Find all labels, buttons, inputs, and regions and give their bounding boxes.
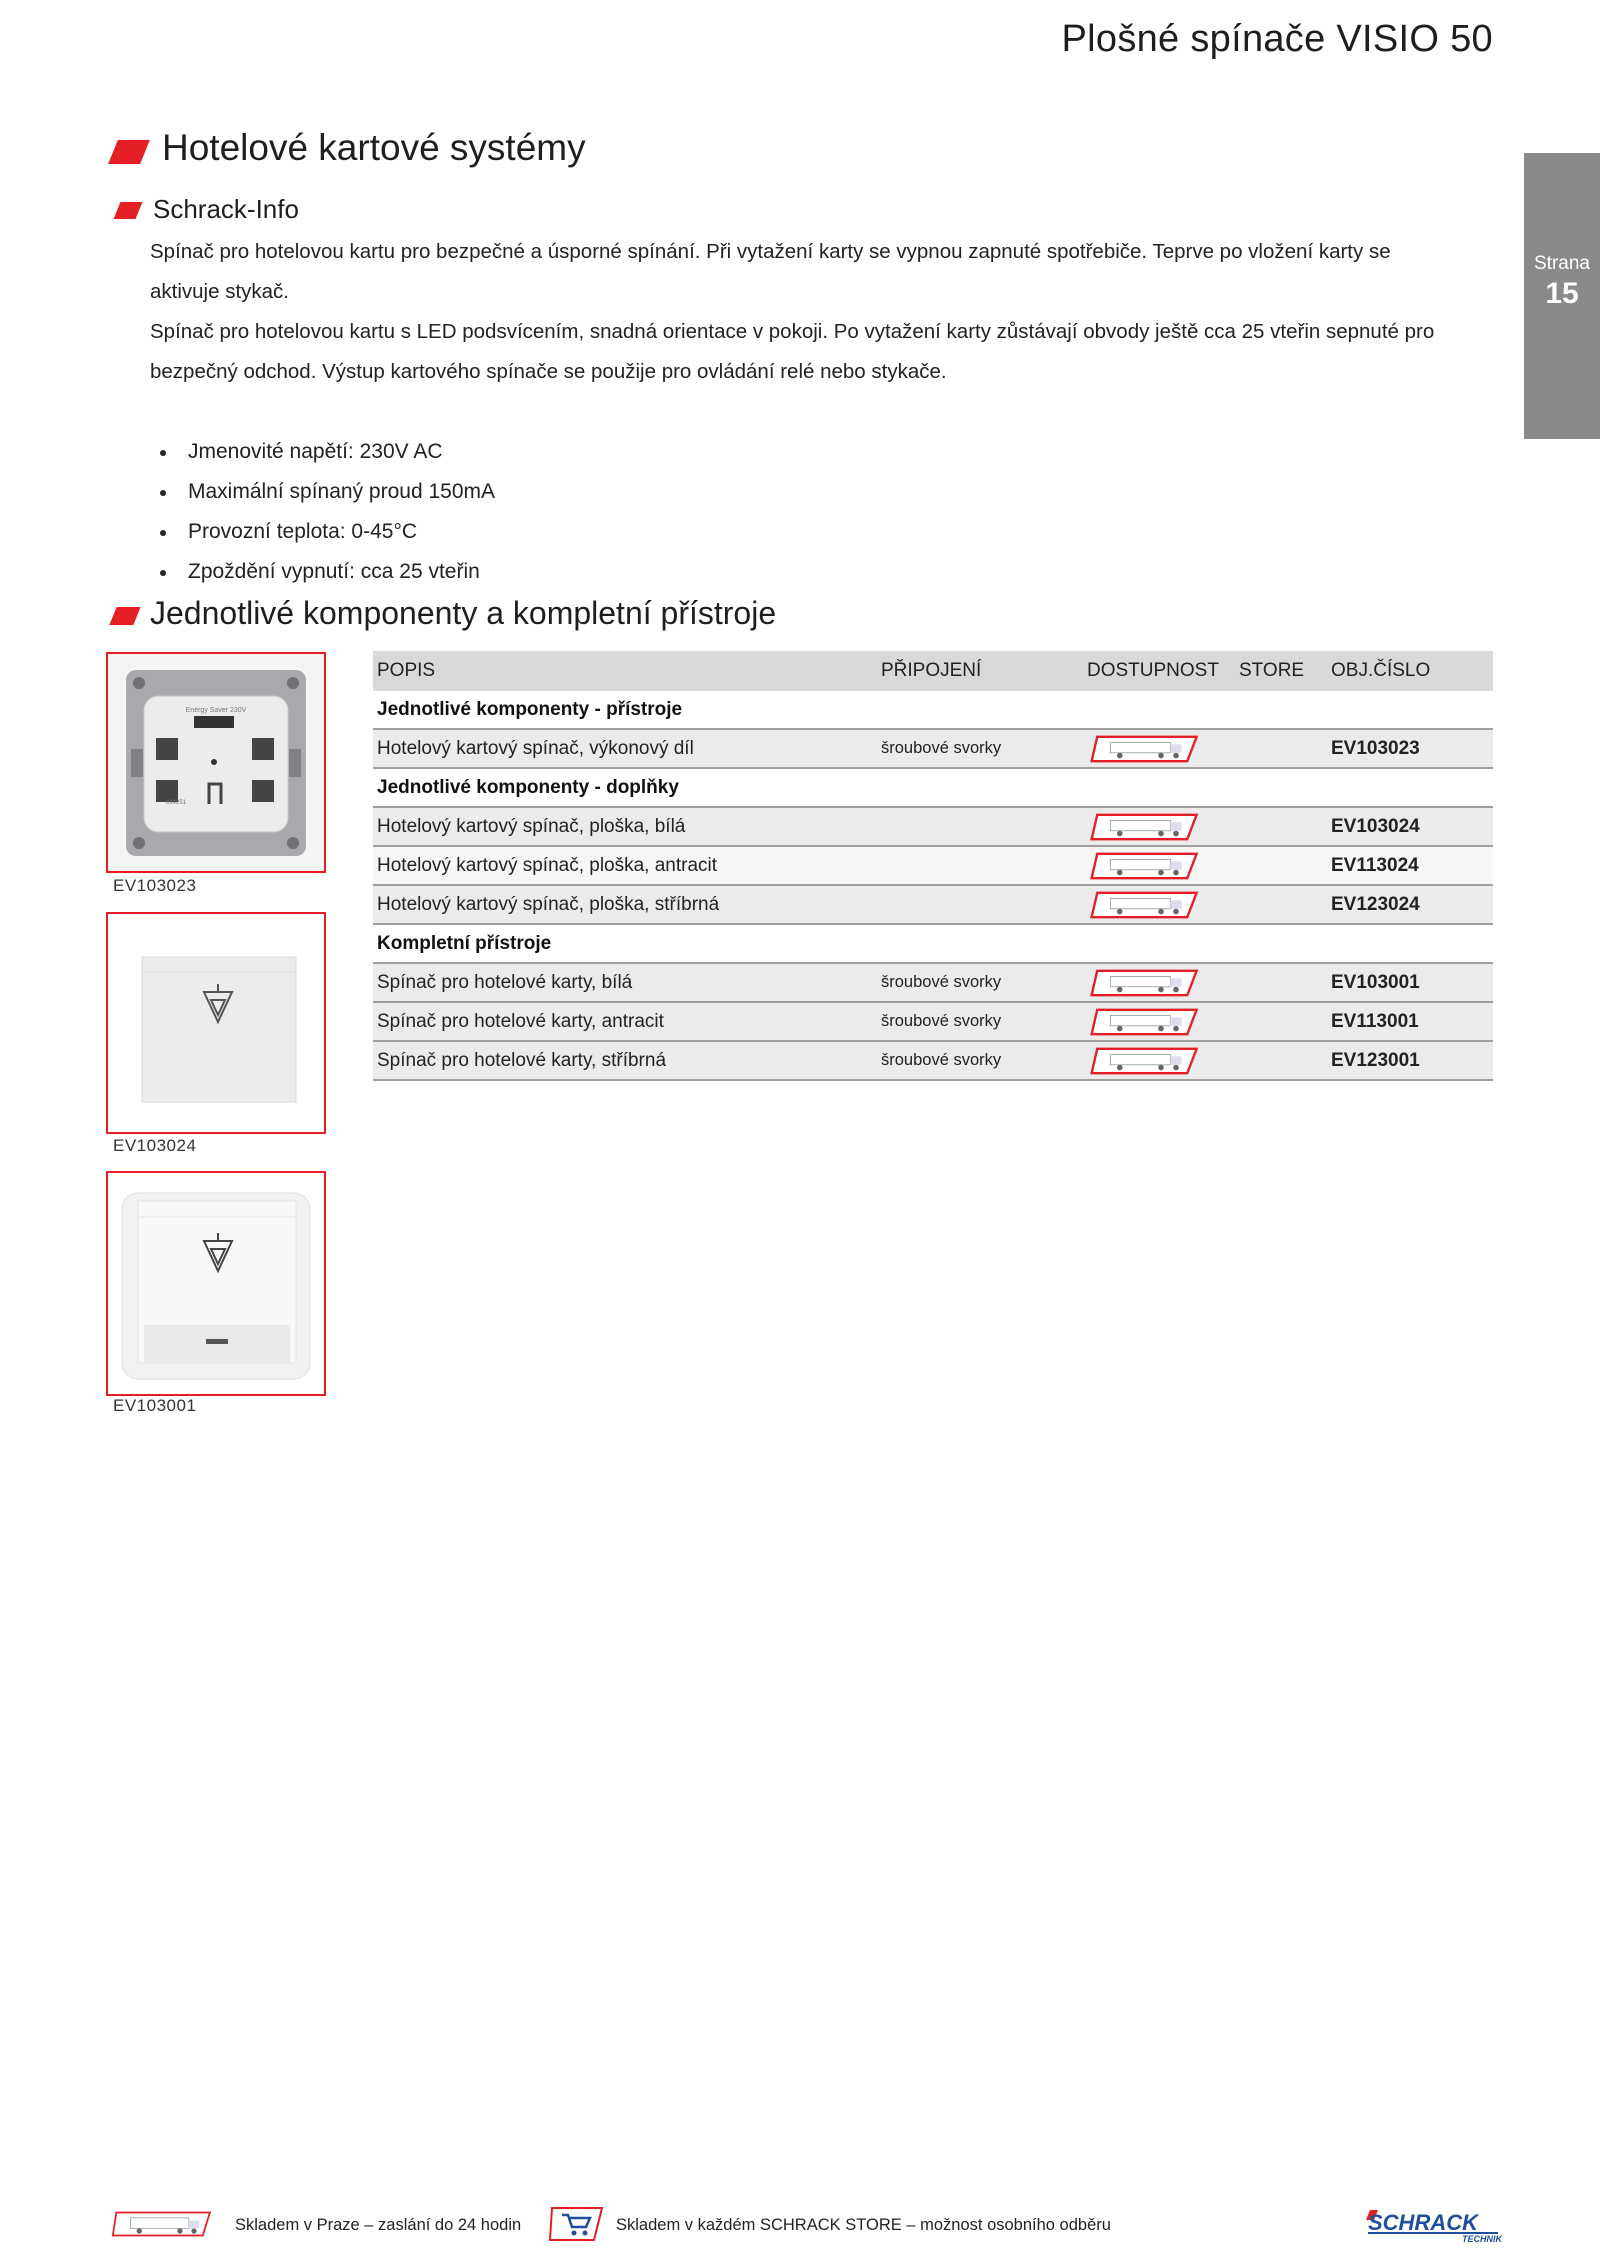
cell-dostupnost	[1083, 1002, 1235, 1041]
logo-text: SCHRACK	[1368, 2210, 1478, 2235]
product-image-power-unit	[106, 652, 326, 873]
cell-pripojeni	[877, 807, 1083, 846]
info-paragraph: Spínač pro hotelovou kartu s LED podsvícením, snadná orientace v pokoji. Po vytažení karty zůstávají obvody ještě cca 25 vteřin sepnuté pro bezpečný odchod. Výstup kartového spínače se použije pro ovládání relé nebo stykače.	[150, 320, 1435, 383]
table-section-title: Jednotlivé komponenty - doplňky	[373, 768, 1493, 807]
delivery-truck-icon	[110, 2209, 218, 2239]
list-item: Maximální spínaný proud 150mA	[150, 472, 495, 512]
cell-order-number[interactable]: EV123001	[1327, 1041, 1493, 1080]
table-row	[373, 729, 1493, 768]
table-header-row	[373, 651, 1493, 691]
delivery-truck-icon	[1087, 851, 1205, 881]
table-section-row	[373, 691, 1493, 729]
product-image-cover-plate	[106, 912, 326, 1134]
cell-dostupnost	[1083, 846, 1235, 885]
delivery-truck-icon	[1087, 1007, 1205, 1037]
delivery-truck-icon	[1087, 1046, 1205, 1076]
section-marker-icon	[108, 140, 150, 164]
table-section-title: Jednotlivé komponenty - přístroje	[373, 691, 1493, 729]
cell-pripojeni: šroubové svorky	[877, 963, 1083, 1002]
cell-store	[1235, 885, 1327, 924]
table-row	[373, 807, 1493, 846]
image-caption: EV103024	[113, 1136, 197, 1155]
cell-popis: Hotelový kartový spínač, ploška, bílá	[373, 807, 877, 846]
cell-store	[1235, 1041, 1327, 1080]
table-row	[373, 1002, 1493, 1041]
cell-dostupnost	[1083, 963, 1235, 1002]
cell-order-number[interactable]: EV123024	[1327, 885, 1493, 924]
section-marker-icon	[109, 607, 140, 625]
cell-store	[1235, 807, 1327, 846]
section-title: Hotelové kartové systémy	[162, 127, 586, 168]
cell-popis: Spínač pro hotelové karty, bílá	[373, 963, 877, 1002]
logo-subtext: TECHNIK	[1462, 2234, 1502, 2244]
col-header-popis: POPIS	[373, 651, 877, 691]
list-item: Zpoždění vypnutí: cca 25 vteřin	[150, 552, 495, 592]
cell-popis: Spínač pro hotelové karty, stříbrná	[373, 1041, 877, 1080]
section-marker-icon	[114, 202, 143, 219]
info-paragraph: Spínač pro hotelovou kartu pro bezpečné a úsporné spínání. Při vytažení karty se vypnou zapnuté spotřebiče. Teprve po vložení karty se aktivuje stykač.	[150, 240, 1391, 303]
cell-pripojeni: šroubové svorky	[877, 1002, 1083, 1041]
table-section-row	[373, 924, 1493, 963]
col-header-pripojeni: PŘIPOJENÍ	[877, 651, 1083, 691]
page-title: Plošné spínače VISIO 50	[1061, 18, 1493, 60]
shopping-cart-icon	[548, 2205, 604, 2243]
col-header-dostupnost: DOSTUPNOST	[1083, 651, 1235, 691]
table-row	[373, 846, 1493, 885]
cell-store	[1235, 963, 1327, 1002]
cell-dostupnost	[1083, 729, 1235, 768]
cell-pripojeni	[877, 846, 1083, 885]
cell-store	[1235, 1002, 1327, 1041]
cell-pripojeni: šroubové svorky	[877, 1041, 1083, 1080]
product-image-complete-switch	[106, 1171, 326, 1396]
cell-dostupnost	[1083, 1041, 1235, 1080]
cell-order-number[interactable]: EV103024	[1327, 807, 1493, 846]
schrack-logo	[1364, 2208, 1504, 2244]
col-header-obj: OBJ.ČÍSLO	[1327, 651, 1493, 691]
cell-dostupnost	[1083, 807, 1235, 846]
cell-store	[1235, 729, 1327, 768]
cell-order-number[interactable]: EV103001	[1327, 963, 1493, 1002]
cell-dostupnost	[1083, 885, 1235, 924]
cell-order-number[interactable]: EV103023	[1327, 729, 1493, 768]
cell-pripojeni: šroubové svorky	[877, 729, 1083, 768]
cell-order-number[interactable]: EV113024	[1327, 846, 1493, 885]
section-title: Jednotlivé komponenty a kompletní přístroje	[150, 595, 777, 631]
spec-list	[150, 432, 495, 592]
module-label: Energy Saver 230V	[185, 707, 247, 714]
table-row	[373, 963, 1493, 1002]
list-item: Jmenovité napětí: 230V AC	[150, 432, 495, 472]
svg-text:814251: 814251	[166, 800, 187, 806]
page-tab-label: Strana	[1534, 253, 1590, 274]
image-caption: EV103001	[113, 1396, 197, 1415]
cell-popis: Spínač pro hotelové karty, antracit	[373, 1002, 877, 1041]
page-number: 15	[1545, 277, 1579, 310]
info-title: Schrack-Info	[153, 194, 299, 224]
page-number-tab	[1524, 153, 1600, 439]
footer-delivery-text: Skladem v Praze – zaslání do 24 hodin	[235, 2216, 522, 2234]
table-row	[373, 885, 1493, 924]
cell-popis: Hotelový kartový spínač, ploška, stříbrná	[373, 885, 877, 924]
table-section-row	[373, 768, 1493, 807]
table-row	[373, 1041, 1493, 1080]
list-item: Provozní teplota: 0-45°C	[150, 512, 495, 552]
image-caption: EV103023	[113, 876, 197, 895]
product-table	[373, 651, 1493, 1081]
cell-pripojeni	[877, 885, 1083, 924]
table-body	[373, 691, 1493, 1080]
cell-store	[1235, 846, 1327, 885]
cell-popis: Hotelový kartový spínač, výkonový díl	[373, 729, 877, 768]
delivery-truck-icon	[1087, 734, 1205, 764]
delivery-truck-icon	[1087, 812, 1205, 842]
footer-store-text: Skladem v každém SCHRACK STORE – možnost osobního odběru	[616, 2216, 1111, 2234]
col-header-store: STORE	[1235, 651, 1327, 691]
delivery-truck-icon	[1087, 968, 1205, 998]
table-section-title: Kompletní přístroje	[373, 924, 1493, 963]
delivery-truck-icon	[1087, 890, 1205, 920]
cell-order-number[interactable]: EV113001	[1327, 1002, 1493, 1041]
cell-popis: Hotelový kartový spínač, ploška, antracit	[373, 846, 877, 885]
